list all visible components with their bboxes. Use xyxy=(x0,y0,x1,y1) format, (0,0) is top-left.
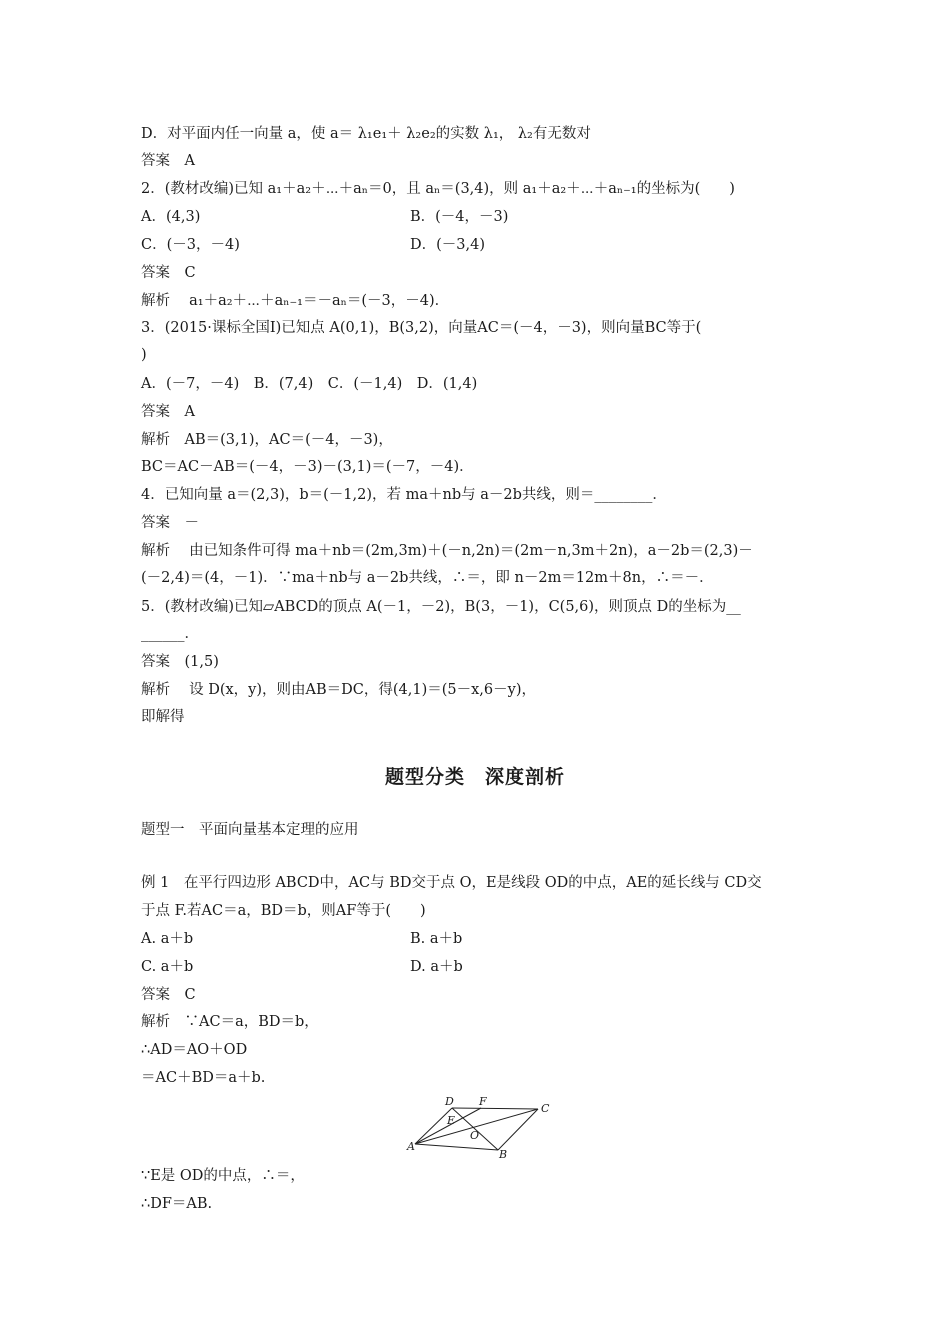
analysis-line: BC＝AC－AB＝(－4，－3)－(3,1)＝(－7，－4)． xyxy=(141,459,474,475)
options-line: A．(－7，－4) B．(7,4) C．(－1,4) D．(1,4) xyxy=(141,376,478,392)
label-d: D xyxy=(445,1095,454,1108)
edge-ab xyxy=(415,1144,498,1150)
parallelogram-figure xyxy=(395,1092,555,1162)
analysis-line: 即解得 xyxy=(141,709,185,725)
question-4: 4．已知向量 a＝(2,3)，b＝(－1,2)，若 ma＋nb与 a－2b共线，则＝________． xyxy=(141,487,667,503)
analysis-line: 解析 AB＝(3,1)，AC＝(－4，－3)， xyxy=(141,432,393,448)
label-c: C xyxy=(541,1102,550,1115)
question-3: 3．(2015·课标全国Ⅰ)已知点 A(0,1)，B(3,2)，向量AC＝(－4，－3)，则向量BC等于( xyxy=(141,320,702,336)
answer-line: 答案 C xyxy=(141,265,196,281)
option-d: D. a＋b xyxy=(410,959,463,975)
analysis-line: ∴AD＝AO＋OD xyxy=(141,1042,248,1058)
analysis-line: 解析 a₁＋a₂＋⋯＋aₙ₋₁＝－aₙ＝(－3，－4)． xyxy=(141,293,450,309)
analysis-line: ∴DF＝AB. xyxy=(141,1196,213,1212)
option-c: C. a＋b xyxy=(141,959,194,975)
label-a: A xyxy=(407,1140,415,1153)
answer-line: 答案 A xyxy=(141,404,195,420)
analysis-line: ＝AC＋BD＝a＋b. xyxy=(141,1070,266,1086)
answer-line: 答案 (1,5) xyxy=(141,654,219,670)
analysis-line: 解析 由已知条件可得 ma＋nb＝(2m,3m)＋(－n,2n)＝(2m－n,3m＋2n)，a－2b＝(2,3)－ xyxy=(141,543,753,559)
analysis-line: 解析 设 D(x，y)，则由AB＝DC，得(4,1)＝(5－x,6－y)， xyxy=(141,682,536,698)
example-1-cont: 于点 F.若AC＝a，BD＝b，则AF等于( ) xyxy=(141,903,426,919)
question-3-cont: ) xyxy=(141,347,147,363)
label-f: F xyxy=(479,1095,487,1108)
label-o: O xyxy=(470,1129,480,1142)
edge-dc xyxy=(452,1108,538,1109)
question-5: 5．(教材改编)已知▱ABCD的顶点 A(－1，－2)，B(3，－1)，C(5,6)，则顶点 D的坐标为__ xyxy=(141,599,741,615)
option-d-line: D．对平面内任一向量 a，使 a＝ λ₁e₁＋ λ₂e₂的实数 λ₁， λ₂有无数对 xyxy=(141,126,591,142)
option-c: C．(－3，－4) xyxy=(141,237,240,253)
option-d: D．(－3,4) xyxy=(410,237,485,253)
topic-title: 题型一 平面向量基本定理的应用 xyxy=(141,822,359,838)
section-heading: 题型分类 深度剖析 xyxy=(384,766,565,788)
question-5-cont: ______． xyxy=(141,626,199,642)
example-1: 例 1 在平行四边形 ABCD中，AC与 BD交于点 O，E是线段 OD的中点，AE的延长线与 CD交 xyxy=(141,875,762,891)
option-a: A. a＋b xyxy=(141,931,194,947)
analysis-line: 解析 ∵AC＝a，BD＝b， xyxy=(141,1014,319,1030)
analysis-line: ∵E是 OD的中点，∴＝， xyxy=(141,1168,305,1184)
answer-line: 答案 － xyxy=(141,515,199,531)
option-a: A．(4,3) xyxy=(141,209,201,225)
label-e: E xyxy=(447,1114,456,1127)
answer-line: 答案 A xyxy=(141,153,195,169)
option-b: B．(－4，－3) xyxy=(410,209,509,225)
option-b: B. a＋b xyxy=(410,931,463,947)
label-b: B xyxy=(499,1148,508,1161)
answer-line: 答案 C xyxy=(141,987,196,1003)
question-2: 2．(教材改编)已知 a₁＋a₂＋⋯＋aₙ＝0，且 aₙ＝(3,4)，则 a₁＋a₂＋⋯＋aₙ₋₁的坐标为( ) xyxy=(141,181,735,197)
analysis-line: (－2,4)＝(4，－1)．∵ma＋nb与 a－2b共线，∴＝，即 n－2m＝12m＋8n，∴＝－． xyxy=(141,570,714,586)
